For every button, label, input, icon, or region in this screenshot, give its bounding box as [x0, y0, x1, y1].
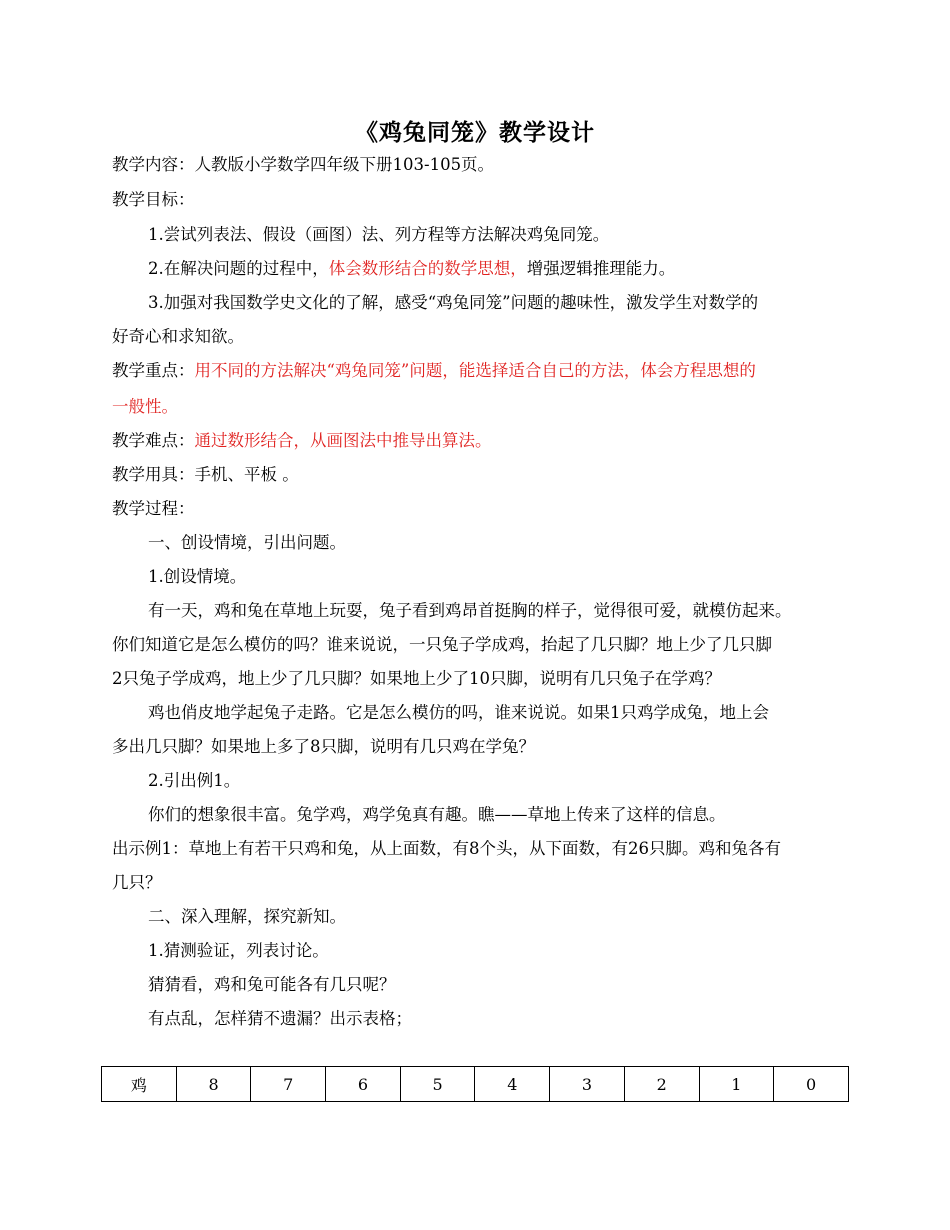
section-1-heading: 一、创设情境，引出问题。: [148, 533, 346, 552]
table-cell: 5: [400, 1067, 475, 1102]
table-cell: 3: [550, 1067, 625, 1102]
goal-2-c: 增强逻辑推理能力。: [526, 259, 676, 278]
goal-2-highlight: 体会数形结合的数学思想，: [328, 259, 527, 278]
difficulty: [112, 430, 492, 452]
difficulty-text: 通过数形结合，从画图法中推导出算法。: [194, 431, 492, 450]
teaching-content: 教学内容：人教版小学数学四年级下册103-105页。: [112, 155, 495, 174]
question-2: 有点乱，怎样猜不遗漏？出示表格；: [148, 1009, 412, 1028]
question-1: 猜猜看，鸡和兔可能各有几只呢？: [148, 975, 396, 994]
goal-heading: 教学目标：: [112, 190, 195, 209]
section-1-2: 2.引出例1。: [148, 771, 241, 790]
example-line1: 出示例1：草地上有若干只鸡和兔，从上面数，有8个头，从下面数，有26只脚。鸡和兔各有: [112, 839, 781, 858]
table-cell: 2: [624, 1067, 699, 1102]
key-text-line2: 一般性。: [112, 397, 178, 416]
section-2-1: 1.猜测验证，列表讨论。: [148, 941, 329, 960]
goal-2: [148, 258, 675, 280]
example-line2: 几只？: [112, 873, 162, 892]
table-cell: 1: [699, 1067, 774, 1102]
para-2-line1: 鸡也俏皮地学起兔子走路。它是怎么模仿的吗，谁来说说。如果1只鸡学成兔，地上会: [148, 703, 769, 722]
table-row: [102, 1067, 849, 1102]
section-1-1: 1.创设情境。: [148, 567, 247, 586]
key-text: 用不同的方法解决“鸡兔同笼”问题，能选择适合自己的方法，体会方程思想的: [194, 361, 756, 380]
table-cell: 6: [326, 1067, 401, 1102]
para-3: 你们的想象很丰富。兔学鸡，鸡学兔真有趣。瞧——草地上传来了这样的信息。: [148, 805, 726, 824]
table-cell: 8: [176, 1067, 251, 1102]
para-1-line3: 2只兔子学成鸡，地上少了几只脚？如果地上少了10只脚，说明有几只兔子在学鸡？: [112, 669, 721, 688]
table-cell: 7: [251, 1067, 326, 1102]
goal-2-a: 2.在解决问题的过程中，: [148, 259, 329, 278]
chicken-table: [101, 1066, 849, 1102]
section-2-heading: 二、深入理解，探究新知。: [148, 907, 346, 926]
table-cell: 0: [774, 1067, 849, 1102]
para-1-line2: 你们知道它是怎么模仿的吗？谁来说说，一只兔子学成鸡，抬起了几只脚？地上少了几只脚: [112, 635, 772, 654]
goal-3-line2: 好奇心和求知欲。: [112, 327, 244, 346]
process-heading: 教学过程：: [112, 499, 195, 518]
goal-3-line1: 3.加强对我国数学史文化的了解，感受“鸡兔同笼”问题的趣味性，激发学生对数学的: [148, 293, 759, 312]
table-row-label: 鸡: [102, 1067, 177, 1102]
key-points: [112, 360, 756, 382]
key-label: 教学重点：: [112, 361, 195, 380]
para-1-line1: 有一天，鸡和兔在草地上玩耍，兔子看到鸡昂首挺胸的样子，觉得很可爱，就模仿起来。: [148, 601, 792, 620]
document-title: 《鸡兔同笼》教学设计: [355, 119, 595, 146]
goal-1: 1.尝试列表法、假设（画图）法、列方程等方法解决鸡兔同笼。: [148, 225, 610, 244]
para-2-line2: 多出几只脚？如果地上多了8只脚，说明有几只鸡在学兔？: [112, 737, 535, 756]
table-cell: 4: [475, 1067, 550, 1102]
tools: 教学用具：手机、平板 。: [112, 465, 299, 484]
difficulty-label: 教学难点：: [112, 431, 195, 450]
